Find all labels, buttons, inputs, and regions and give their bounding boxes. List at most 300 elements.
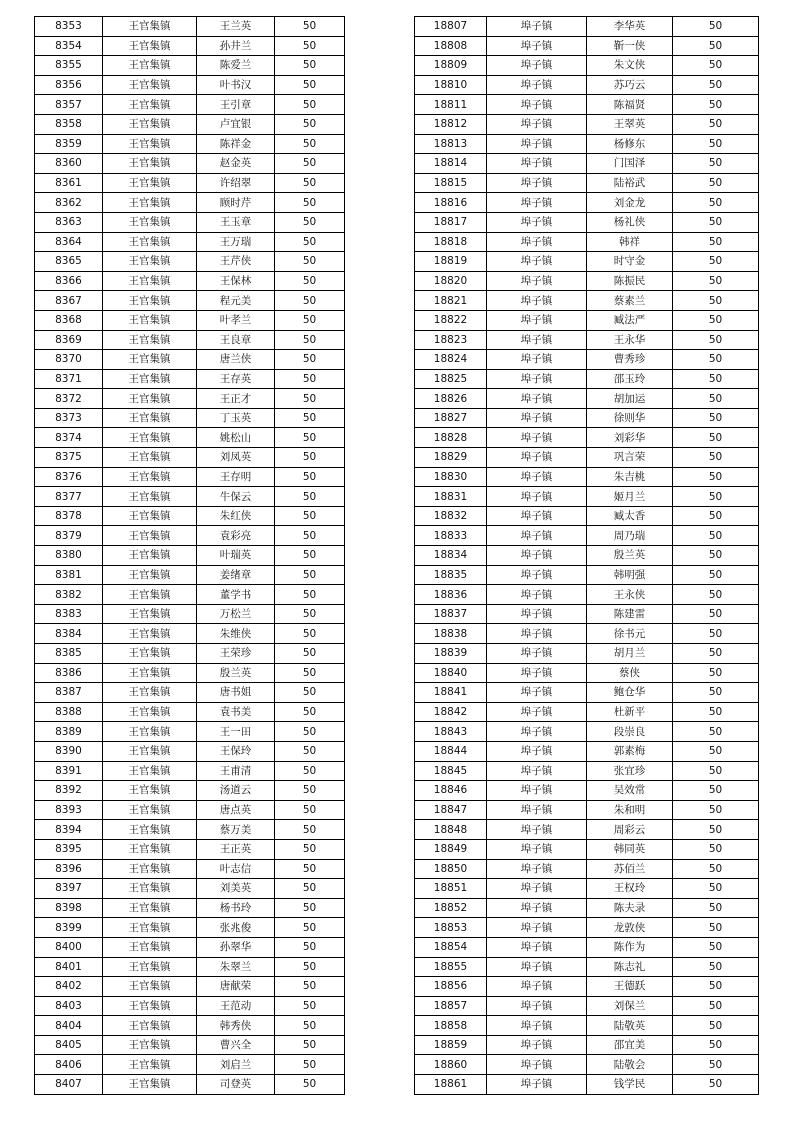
row-number-cell: 8384 (35, 624, 103, 644)
table-row (415, 193, 759, 213)
row-number-cell: 18856 (415, 977, 487, 997)
name-cell: 朱文侠 (587, 56, 673, 76)
name-cell: 王翠英 (587, 114, 673, 134)
town-cell: 王官集镇 (103, 624, 197, 644)
town-cell: 埠子镇 (487, 624, 587, 644)
amount-cell: 50 (275, 369, 345, 389)
name-cell: 杨礼侠 (587, 212, 673, 232)
row-number-cell: 18819 (415, 252, 487, 272)
name-cell: 王存英 (197, 369, 275, 389)
table-row (415, 781, 759, 801)
name-cell: 孙井兰 (197, 36, 275, 56)
town-cell: 埠子镇 (487, 741, 587, 761)
town-cell: 王官集镇 (103, 1075, 197, 1095)
amount-cell: 50 (673, 918, 759, 938)
left-table (34, 16, 345, 1095)
amount-cell: 50 (275, 957, 345, 977)
town-cell: 王官集镇 (103, 291, 197, 311)
amount-cell: 50 (275, 761, 345, 781)
amount-cell: 50 (673, 663, 759, 683)
name-cell: 赵金英 (197, 154, 275, 174)
amount-cell: 50 (275, 193, 345, 213)
amount-cell: 50 (673, 95, 759, 115)
name-cell: 王存明 (197, 467, 275, 487)
town-cell: 王官集镇 (103, 75, 197, 95)
row-number-cell: 8374 (35, 428, 103, 448)
row-number-cell: 8356 (35, 75, 103, 95)
name-cell: 门国泽 (587, 154, 673, 174)
town-cell: 王官集镇 (103, 977, 197, 997)
amount-cell: 50 (673, 722, 759, 742)
table-row (415, 624, 759, 644)
amount-cell: 50 (275, 291, 345, 311)
row-number-cell: 18859 (415, 1035, 487, 1055)
name-cell: 程元美 (197, 291, 275, 311)
amount-cell: 50 (275, 173, 345, 193)
row-number-cell: 8362 (35, 193, 103, 213)
town-cell: 埠子镇 (487, 369, 587, 389)
table-row (415, 134, 759, 154)
name-cell: 周乃瑞 (587, 526, 673, 546)
name-cell: 唐书姐 (197, 683, 275, 703)
amount-cell: 50 (275, 996, 345, 1016)
table-row (35, 212, 345, 232)
row-number-cell: 18812 (415, 114, 487, 134)
table-row (35, 702, 345, 722)
name-cell: 陈振民 (587, 271, 673, 291)
town-cell: 王官集镇 (103, 820, 197, 840)
table-row (35, 526, 345, 546)
name-cell: 王荣珍 (197, 644, 275, 664)
name-cell: 叶瑞英 (197, 546, 275, 566)
table-row (35, 448, 345, 468)
row-number-cell: 18854 (415, 937, 487, 957)
table-row (35, 291, 345, 311)
table-row (35, 546, 345, 566)
right-table (414, 16, 759, 1095)
town-cell: 埠子镇 (487, 467, 587, 487)
table-row (35, 683, 345, 703)
name-cell: 王万瑞 (197, 232, 275, 252)
row-number-cell: 8370 (35, 350, 103, 370)
table-row (35, 859, 345, 879)
name-cell: 王权玲 (587, 879, 673, 899)
name-cell: 王正才 (197, 389, 275, 409)
row-number-cell: 18853 (415, 918, 487, 938)
row-number-cell: 18858 (415, 1016, 487, 1036)
amount-cell: 50 (275, 408, 345, 428)
town-cell: 王官集镇 (103, 957, 197, 977)
name-cell: 陈建雷 (587, 604, 673, 624)
name-cell: 叶志信 (197, 859, 275, 879)
table-row (415, 487, 759, 507)
name-cell: 袁书美 (197, 702, 275, 722)
amount-cell: 50 (275, 1055, 345, 1075)
name-cell: 刘美英 (197, 879, 275, 899)
name-cell: 顾时芹 (197, 193, 275, 213)
table-row (415, 56, 759, 76)
town-cell: 王官集镇 (103, 389, 197, 409)
town-cell: 埠子镇 (487, 546, 587, 566)
amount-cell: 50 (275, 232, 345, 252)
town-cell: 埠子镇 (487, 36, 587, 56)
table-row (35, 820, 345, 840)
row-number-cell: 8394 (35, 820, 103, 840)
name-cell: 董学书 (197, 585, 275, 605)
town-cell: 埠子镇 (487, 898, 587, 918)
table-row (415, 428, 759, 448)
amount-cell: 50 (275, 75, 345, 95)
town-cell: 王官集镇 (103, 193, 197, 213)
amount-cell: 50 (673, 1016, 759, 1036)
amount-cell: 50 (275, 683, 345, 703)
town-cell: 埠子镇 (487, 232, 587, 252)
amount-cell: 50 (673, 134, 759, 154)
amount-cell: 50 (673, 977, 759, 997)
name-cell: 司登英 (197, 1075, 275, 1095)
amount-cell: 50 (275, 1016, 345, 1036)
table-row (35, 957, 345, 977)
name-cell: 时守金 (587, 252, 673, 272)
town-cell: 王官集镇 (103, 17, 197, 37)
table-row (35, 428, 345, 448)
town-cell: 王官集镇 (103, 683, 197, 703)
table-row (35, 1055, 345, 1075)
amount-cell: 50 (673, 17, 759, 37)
amount-cell: 50 (275, 36, 345, 56)
amount-cell: 50 (275, 271, 345, 291)
town-cell: 埠子镇 (487, 1075, 587, 1095)
row-number-cell: 8401 (35, 957, 103, 977)
table-row (415, 1016, 759, 1036)
name-cell: 王德跃 (587, 977, 673, 997)
town-cell: 埠子镇 (487, 761, 587, 781)
table-row (415, 937, 759, 957)
table-row (415, 17, 759, 37)
row-number-cell: 8361 (35, 173, 103, 193)
row-number-cell: 18824 (415, 350, 487, 370)
table-row (415, 389, 759, 409)
row-number-cell: 18822 (415, 310, 487, 330)
name-cell: 姜绪章 (197, 565, 275, 585)
name-cell: 刘保兰 (587, 996, 673, 1016)
table-row (415, 800, 759, 820)
table-row (35, 56, 345, 76)
row-number-cell: 18817 (415, 212, 487, 232)
town-cell: 王官集镇 (103, 154, 197, 174)
town-cell: 王官集镇 (103, 761, 197, 781)
name-cell: 袁彩亮 (197, 526, 275, 546)
amount-cell: 50 (673, 193, 759, 213)
row-number-cell: 8393 (35, 800, 103, 820)
table-row (35, 722, 345, 742)
amount-cell: 50 (673, 428, 759, 448)
amount-cell: 50 (673, 957, 759, 977)
town-cell: 埠子镇 (487, 154, 587, 174)
amount-cell: 50 (275, 546, 345, 566)
row-number-cell: 8405 (35, 1035, 103, 1055)
amount-cell: 50 (275, 722, 345, 742)
row-number-cell: 18844 (415, 741, 487, 761)
name-cell: 王保林 (197, 271, 275, 291)
town-cell: 王官集镇 (103, 1016, 197, 1036)
amount-cell: 50 (673, 1075, 759, 1095)
amount-cell: 50 (275, 17, 345, 37)
table-row (35, 408, 345, 428)
amount-cell: 50 (275, 604, 345, 624)
town-cell: 埠子镇 (487, 702, 587, 722)
row-number-cell: 8372 (35, 389, 103, 409)
name-cell: 龙敦侠 (587, 918, 673, 938)
amount-cell: 50 (673, 1055, 759, 1075)
table-row (415, 741, 759, 761)
amount-cell: 50 (275, 212, 345, 232)
name-cell: 蔡素兰 (587, 291, 673, 311)
amount-cell: 50 (673, 898, 759, 918)
row-number-cell: 18839 (415, 644, 487, 664)
town-cell: 埠子镇 (487, 506, 587, 526)
name-cell: 殷兰英 (197, 663, 275, 683)
row-number-cell: 8392 (35, 781, 103, 801)
name-cell: 徐则华 (587, 408, 673, 428)
row-number-cell: 18861 (415, 1075, 487, 1095)
row-number-cell: 8397 (35, 879, 103, 899)
amount-cell: 50 (673, 644, 759, 664)
table-row (35, 17, 345, 37)
row-number-cell: 18829 (415, 448, 487, 468)
table-row (35, 918, 345, 938)
row-number-cell: 8367 (35, 291, 103, 311)
town-cell: 埠子镇 (487, 879, 587, 899)
table-row (415, 839, 759, 859)
row-number-cell: 8395 (35, 839, 103, 859)
table-row (35, 1075, 345, 1095)
amount-cell: 50 (275, 624, 345, 644)
table-row (35, 839, 345, 859)
name-cell: 韩祥 (587, 232, 673, 252)
row-number-cell: 18825 (415, 369, 487, 389)
row-number-cell: 18830 (415, 467, 487, 487)
name-cell: 胡加运 (587, 389, 673, 409)
table-row (35, 879, 345, 899)
town-cell: 王官集镇 (103, 565, 197, 585)
amount-cell: 50 (275, 56, 345, 76)
name-cell: 蔡万美 (197, 820, 275, 840)
town-cell: 王官集镇 (103, 1055, 197, 1075)
name-cell: 唐献荣 (197, 977, 275, 997)
name-cell: 王芹侠 (197, 252, 275, 272)
name-cell: 邵玉玲 (587, 369, 673, 389)
amount-cell: 50 (275, 585, 345, 605)
table-row (415, 173, 759, 193)
town-cell: 王官集镇 (103, 898, 197, 918)
town-cell: 埠子镇 (487, 1016, 587, 1036)
table-row (415, 585, 759, 605)
table-row (35, 310, 345, 330)
row-number-cell: 18838 (415, 624, 487, 644)
name-cell: 吴效常 (587, 781, 673, 801)
row-number-cell: 18850 (415, 859, 487, 879)
row-number-cell: 8369 (35, 330, 103, 350)
table-row (35, 75, 345, 95)
table-row (35, 350, 345, 370)
amount-cell: 50 (673, 330, 759, 350)
table-row (35, 937, 345, 957)
row-number-cell: 18832 (415, 506, 487, 526)
name-cell: 陈志礼 (587, 957, 673, 977)
amount-cell: 50 (275, 428, 345, 448)
row-number-cell: 18857 (415, 996, 487, 1016)
town-cell: 王官集镇 (103, 114, 197, 134)
row-number-cell: 8377 (35, 487, 103, 507)
amount-cell: 50 (275, 820, 345, 840)
row-number-cell: 8366 (35, 271, 103, 291)
name-cell: 王引章 (197, 95, 275, 115)
row-number-cell: 18813 (415, 134, 487, 154)
table-row (35, 898, 345, 918)
name-cell: 刘金龙 (587, 193, 673, 213)
town-cell: 埠子镇 (487, 95, 587, 115)
table-row (415, 154, 759, 174)
amount-cell: 50 (275, 252, 345, 272)
town-cell: 埠子镇 (487, 996, 587, 1016)
town-cell: 王官集镇 (103, 350, 197, 370)
amount-cell: 50 (673, 271, 759, 291)
town-cell: 埠子镇 (487, 937, 587, 957)
name-cell: 郭素梅 (587, 741, 673, 761)
amount-cell: 50 (673, 369, 759, 389)
table-row (35, 663, 345, 683)
town-cell: 埠子镇 (487, 683, 587, 703)
row-number-cell: 8355 (35, 56, 103, 76)
town-cell: 王官集镇 (103, 1035, 197, 1055)
amount-cell: 50 (275, 663, 345, 683)
name-cell: 陈爱兰 (197, 56, 275, 76)
town-cell: 埠子镇 (487, 820, 587, 840)
amount-cell: 50 (275, 154, 345, 174)
table-row (35, 761, 345, 781)
table-row (415, 1055, 759, 1075)
table-row (35, 369, 345, 389)
table-row (35, 232, 345, 252)
town-cell: 王官集镇 (103, 408, 197, 428)
row-number-cell: 8373 (35, 408, 103, 428)
table-row (415, 644, 759, 664)
name-cell: 殷兰英 (587, 546, 673, 566)
table-row (35, 741, 345, 761)
town-cell: 王官集镇 (103, 741, 197, 761)
name-cell: 陈祥金 (197, 134, 275, 154)
amount-cell: 50 (275, 487, 345, 507)
table-row (415, 565, 759, 585)
name-cell: 邵宜美 (587, 1035, 673, 1055)
table-row (415, 977, 759, 997)
name-cell: 李华英 (587, 17, 673, 37)
town-cell: 王官集镇 (103, 36, 197, 56)
row-number-cell: 18809 (415, 56, 487, 76)
amount-cell: 50 (673, 212, 759, 232)
name-cell: 王范动 (197, 996, 275, 1016)
table-row (415, 330, 759, 350)
town-cell: 王官集镇 (103, 839, 197, 859)
name-cell: 韩明强 (587, 565, 673, 585)
table-row (415, 271, 759, 291)
row-number-cell: 18834 (415, 546, 487, 566)
town-cell: 王官集镇 (103, 487, 197, 507)
amount-cell: 50 (673, 565, 759, 585)
table-row (415, 1035, 759, 1055)
row-number-cell: 8375 (35, 448, 103, 468)
row-number-cell: 8353 (35, 17, 103, 37)
name-cell: 叶孝兰 (197, 310, 275, 330)
table-row (415, 506, 759, 526)
table-row (415, 212, 759, 232)
name-cell: 韩同英 (587, 839, 673, 859)
town-cell: 王官集镇 (103, 448, 197, 468)
amount-cell: 50 (673, 154, 759, 174)
amount-cell: 50 (673, 585, 759, 605)
name-cell: 鲍仓华 (587, 683, 673, 703)
amount-cell: 50 (673, 75, 759, 95)
name-cell: 刘启兰 (197, 1055, 275, 1075)
row-number-cell: 8398 (35, 898, 103, 918)
table-row (415, 722, 759, 742)
row-number-cell: 8387 (35, 683, 103, 703)
row-number-cell: 18811 (415, 95, 487, 115)
row-number-cell: 18836 (415, 585, 487, 605)
town-cell: 埠子镇 (487, 800, 587, 820)
row-number-cell: 18827 (415, 408, 487, 428)
row-number-cell: 18841 (415, 683, 487, 703)
name-cell: 曹兴全 (197, 1035, 275, 1055)
town-cell: 王官集镇 (103, 722, 197, 742)
name-cell: 牛保云 (197, 487, 275, 507)
amount-cell: 50 (673, 839, 759, 859)
town-cell: 埠子镇 (487, 1035, 587, 1055)
name-cell: 卢宜银 (197, 114, 275, 134)
amount-cell: 50 (673, 291, 759, 311)
table-row (35, 193, 345, 213)
name-cell: 唐兰侠 (197, 350, 275, 370)
table-row (415, 702, 759, 722)
row-number-cell: 18842 (415, 702, 487, 722)
amount-cell: 50 (673, 820, 759, 840)
table-row (35, 800, 345, 820)
table-row (35, 1035, 345, 1055)
amount-cell: 50 (673, 741, 759, 761)
row-number-cell: 18837 (415, 604, 487, 624)
table-row (415, 36, 759, 56)
table-row (35, 134, 345, 154)
amount-cell: 50 (275, 800, 345, 820)
row-number-cell: 18849 (415, 839, 487, 859)
table-row (415, 859, 759, 879)
town-cell: 埠子镇 (487, 781, 587, 801)
table-row (415, 75, 759, 95)
amount-cell: 50 (673, 467, 759, 487)
name-cell: 朱和明 (587, 800, 673, 820)
row-number-cell: 8389 (35, 722, 103, 742)
name-cell: 朱翠兰 (197, 957, 275, 977)
name-cell: 杨修东 (587, 134, 673, 154)
row-number-cell: 8368 (35, 310, 103, 330)
row-number-cell: 18846 (415, 781, 487, 801)
row-number-cell: 18810 (415, 75, 487, 95)
table-row (35, 271, 345, 291)
town-cell: 王官集镇 (103, 271, 197, 291)
row-number-cell: 18833 (415, 526, 487, 546)
amount-cell: 50 (673, 546, 759, 566)
